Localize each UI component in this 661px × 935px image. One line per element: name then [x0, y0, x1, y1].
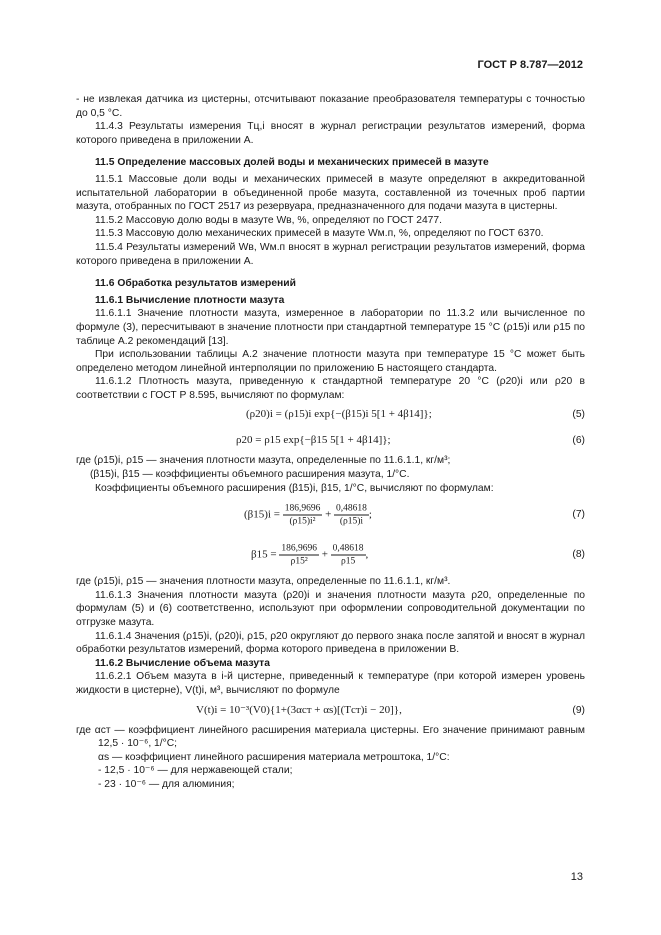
paragraph: - не извлекая датчика из цистерны, отсчитывают показание преобразователя температуры с точностью до 0,5 °С.	[76, 94, 585, 119]
standard-header: ГОСТ Р 8.787—2012	[477, 59, 583, 71]
formula-number: (6)	[572, 435, 585, 447]
paragraph: 11.6.1.4 Значения (ρ15)i, (ρ20)i, ρ15, ρ20 округляют до первого знака после запятой и вносят в журнал обработки результатов измерений, форма которого приведена в приложении В.	[76, 630, 585, 656]
formula-number: (7)	[572, 509, 585, 521]
paragraph: 11.6.1.2 Плотность мазута, приведенную к стандартной температуре 20 °С (ρ20)i или ρ20 в соответствии с ГОСТ Р 8.595, вычисляют по формулам:	[76, 376, 585, 401]
paragraph: 11.5.4 Результаты измерений Wв, Wм.п вносят в журнал регистрации результатов измерений, форма которого приведена в приложении А.	[76, 241, 585, 267]
paragraph: 11.5.2 Массовую долю воды в мазуте Wв, %, определяют по ГОСТ 2477.	[95, 214, 442, 226]
paragraph: 11.5.3 Массовую долю механических примесей в мазуте Wм.п, %, определяют по ГОСТ 6370.	[95, 228, 544, 240]
paragraph: При использовании таблицы А.2 значение плотности мазута при температуре 15 °С может быть определено методом линейной интерполяции по приложению Б настоящего стандарта.	[76, 349, 585, 374]
paragraph: αs — коэффициент линейного расширения материала метроштока, 1/°С:	[98, 751, 450, 763]
paragraph: 11.6.1.1 Значение плотности мазута, измеренное в лаборатории по 11.3.2 или вычисленное по формуле (3), пересчитывают в значение плотности при стандартной температуре 15 °С (ρ15)i или ρ15 по таблице А.2 рекомендаций [13].	[76, 308, 585, 347]
formula-lhs: (β15)i =	[244, 508, 280, 521]
paragraph: 11.4.3 Результаты измерения Tц,i вносят в журнал регистрации результатов измерений, форма которого приведена в приложении А.	[76, 121, 585, 146]
formula-8: β15 = $\frac{186,9696}{\text{ρ15²}}$ + $\frac{0,48618}{\rho 15}$ , (8)	[251, 543, 585, 567]
formula-expression: ρ20 = ρ15 exp{−β15 5[1 + 4β14]};	[236, 434, 391, 447]
document-body	[76, 93, 585, 792]
fraction: $\frac{0,48618}{(\rho 15)i}$	[336, 503, 367, 527]
formula-expression: V(t)i = 10⁻³(V0){1+(3αст + αs)[(Tст)i − 20]},	[196, 703, 402, 716]
section-heading: 11.5 Определение массовых долей воды и механических примесей в мазуте	[95, 157, 489, 169]
formula-number: (9)	[572, 704, 585, 716]
paragraph: 11.6.1.3 Значения плотности мазута (ρ20)i и значения плотности мазута ρ20, определенные по формулам (5) и (6) соответственно, используют при оформлении сопроводительной документации по отгрузке мазута.	[76, 589, 585, 629]
formula-5	[76, 402, 585, 428]
fraction: $\frac{186,9696}{\text{(ρ15)i²}}$	[284, 503, 321, 527]
paragraph: где (ρ15)i, ρ15 — значения плотности мазута, определенные по 11.6.1.1, кг/м³;	[76, 455, 451, 467]
page-number: 13	[570, 871, 583, 883]
paragraph: где (ρ15)i, ρ15 — значения плотности мазута, определенные по 11.6.1.1, кг/м³.	[76, 576, 451, 588]
formula-7: (β15)i = $\frac{186,9696}{\text{(ρ15)i²}}$ + $\frac{0,48618}{(\rho 15)i}$ ; (7)	[244, 503, 585, 527]
paragraph: (β15)i, β15 — коэффициенты объемного расширения мазута, 1/°С.	[90, 469, 410, 481]
fraction: $\frac{0,48618}{\rho 15}$	[332, 543, 364, 567]
formula-number: (8)	[572, 549, 585, 561]
formula-9	[76, 698, 585, 724]
section-heading: 11.6 Обработка результатов измерений	[95, 278, 296, 290]
formula-6	[76, 428, 585, 454]
paragraph: где αст — коэффициент линейного расширения материала цистерны. Его значение принимают равным 12,5 · 10⁻⁶, 1/°С;	[76, 724, 585, 750]
paragraph: Коэффициенты объемного расширения (β15)i, β15, 1/°С, вычисляют по формулам:	[95, 482, 494, 494]
formula-number: (5)	[572, 409, 585, 421]
paragraph: 11.6.2.1 Объем мазута в i-й цистерне, приведенный к температуре (при которой измерен уровень жидкости в цистерне), V(t)i, м³, вычисляют по формуле	[76, 671, 585, 696]
subsection-heading: 11.6.1 Вычисление плотности мазута	[95, 294, 285, 306]
list-item: - 23 · 10⁻⁶ — для алюминия;	[98, 778, 235, 790]
paragraph: 11.5.1 Массовые доли воды и механических примесей в мазуте определяют в аккредитованной испытательной лаборатории в объединенной пробе мазута, составленной из точечных проб партии мазута, отобранных по ГОСТ 2517 из резервуара, предназначенного для подачи мазута в цистерны.	[76, 173, 585, 213]
subsection-heading: 11.6.2 Вычисление объема мазута	[95, 657, 270, 669]
formula-lhs: β15 =	[251, 548, 277, 561]
fraction: $\frac{186,9696}{\text{ρ15²}}$	[281, 543, 317, 567]
formula-expression: (ρ20)i = (ρ15)i exp{−(β15)i 5[1 + 4β14]};	[246, 408, 432, 421]
list-item: - 12,5 · 10⁻⁶ — для нержавеющей стали;	[98, 765, 293, 777]
